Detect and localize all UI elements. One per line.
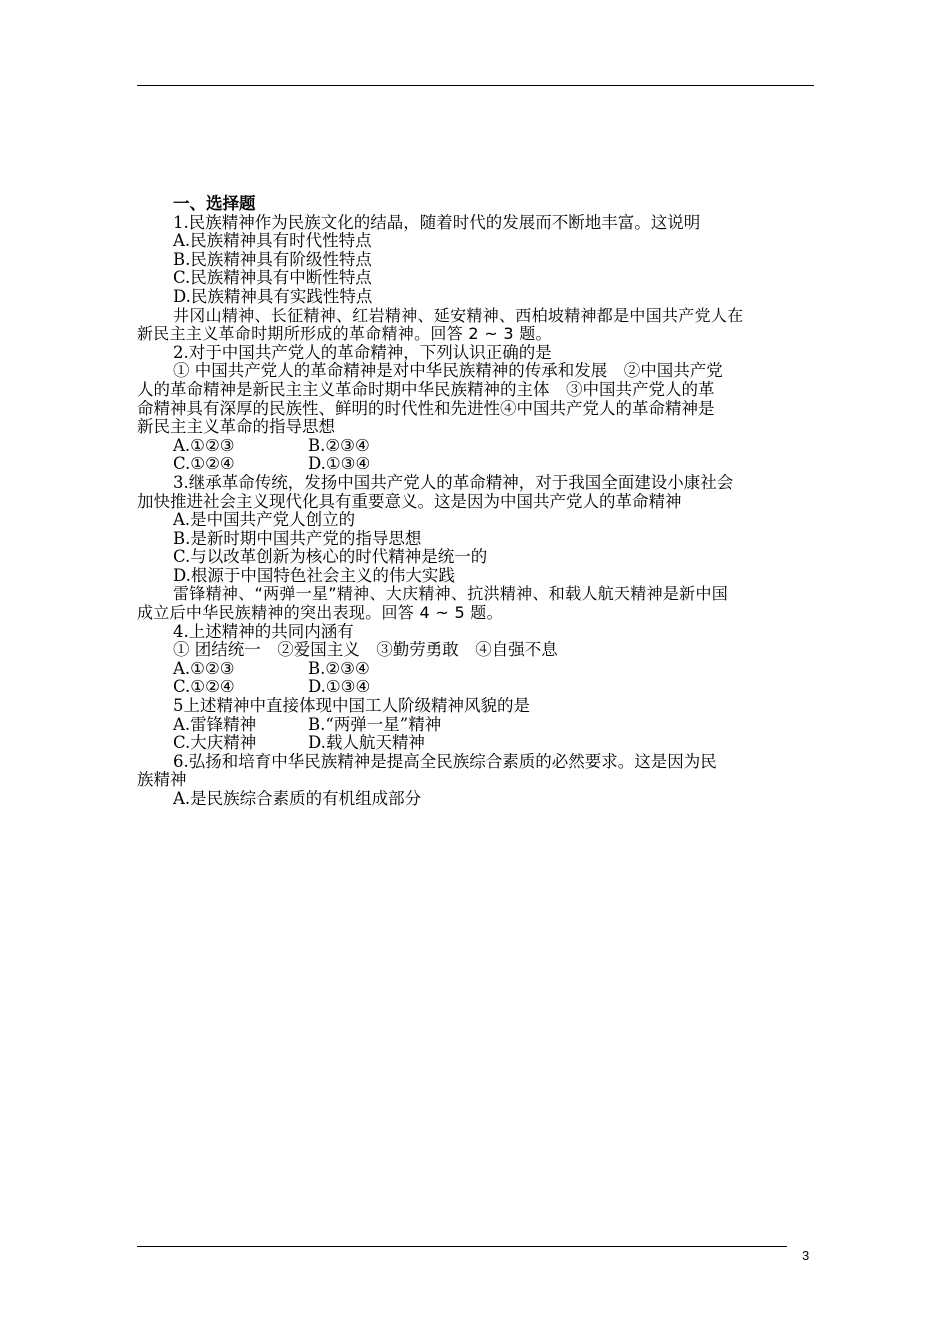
option-row (137, 734, 817, 753)
option-row (137, 660, 817, 679)
section-title: 一、选择题 (173, 194, 256, 213)
option-c: C.①②④ (173, 677, 235, 697)
option-a: A.雷锋精神 (173, 714, 257, 734)
option-b: B.“两弹一星”精神 (308, 714, 442, 734)
text-line: 人的革命精神是新民主主义革命时期中华民族精神的主体 ③中国共产党人的革 (137, 379, 715, 399)
text-line: B.是新时期中国共产党的指导思想 (173, 528, 422, 548)
passage-line: 新民主主义革命时期所形成的革命精神。回答 2 ~ 3 题。 (137, 324, 552, 344)
option-row (137, 716, 817, 735)
page-number: 3 (802, 1248, 810, 1263)
passage-line: 雷锋精神、“两弹一星”精神、大庆精神、抗洪精神、和载人航天精神是新中国 (173, 584, 729, 604)
option-c: C.大庆精神 (173, 733, 257, 753)
text-line: 2.对于中国共产党人的革命精神，下列认识正确的是 (173, 342, 552, 362)
option-b: B.②③④ (308, 435, 370, 455)
text-line: 命精神具有深厚的民族性、鲜明的时代性和先进性④中国共产党人的革命精神是 (137, 398, 715, 418)
text-line: D.根源于中国特色社会主义的伟大实践 (173, 565, 455, 585)
text-line: 族精神 (137, 770, 187, 790)
option-row (137, 437, 817, 456)
text-line: 加快推进社会主义现代化具有重要意义。这是因为中国共产党人的革命精神 (137, 491, 682, 511)
option-d: D.①③④ (308, 454, 371, 474)
footer-rule (137, 1246, 787, 1247)
text-line: D.民族精神具有实践性特点 (173, 286, 373, 306)
passage-line: 成立后中华民族精神的突出表现。回答 4 ~ 5 题。 (137, 603, 503, 623)
header-rule (137, 85, 814, 86)
text-line: A.是民族综合素质的有机组成部分 (173, 789, 422, 808)
text-line: ① 中国共产党人的革命精神是对中华民族精神的传承和发展 ②中国共产党 (173, 361, 723, 381)
option-a: A.①②③ (173, 658, 235, 678)
text-line: 4.上述精神的共同内涵有 (173, 621, 354, 641)
text-line: C.民族精神具有中断性特点 (173, 268, 372, 288)
text-line: A.是中国共产党人创立的 (173, 510, 356, 530)
option-row (137, 455, 817, 474)
option-c: C.①②④ (173, 454, 235, 474)
option-d: D.载人航天精神 (308, 733, 425, 753)
text-line: C.与以改革创新为核心的时代精神是统一的 (173, 547, 488, 567)
question-content (137, 195, 817, 809)
text-line: A.民族精神具有时代性特点 (173, 231, 372, 251)
text-line: 3.继承革命传统，发扬中国共产党人的革命精神，对于我国全面建设小康社会 (173, 472, 734, 492)
text-line: 1.民族精神作为民族文化的结晶，随着时代的发展而不断地丰富。这说明 (173, 212, 701, 232)
option-b: B.②③④ (308, 658, 370, 678)
text-line: 6.弘扬和培育中华民族精神是提高全民族综合素质的必然要求。这是因为民 (173, 751, 717, 771)
option-row (137, 678, 817, 697)
option-a: A.①②③ (173, 435, 235, 455)
question-stem: 5上述精神中直接体现中国工人阶级精神风貌的是 (173, 696, 530, 716)
passage-line: 井冈山精神、长征精神、红岩精神、延安精神、西柏坡精神都是中国共产党人在 (173, 305, 744, 325)
text-line: ① 团结统一 ②爱国主义 ③勤劳勇敢 ④自强不息 (173, 640, 558, 660)
option-d: D.①③④ (308, 677, 371, 697)
text-line: B.民族精神具有阶级性特点 (173, 249, 372, 269)
text-line: 新民主主义革命的指导思想 (137, 417, 335, 437)
